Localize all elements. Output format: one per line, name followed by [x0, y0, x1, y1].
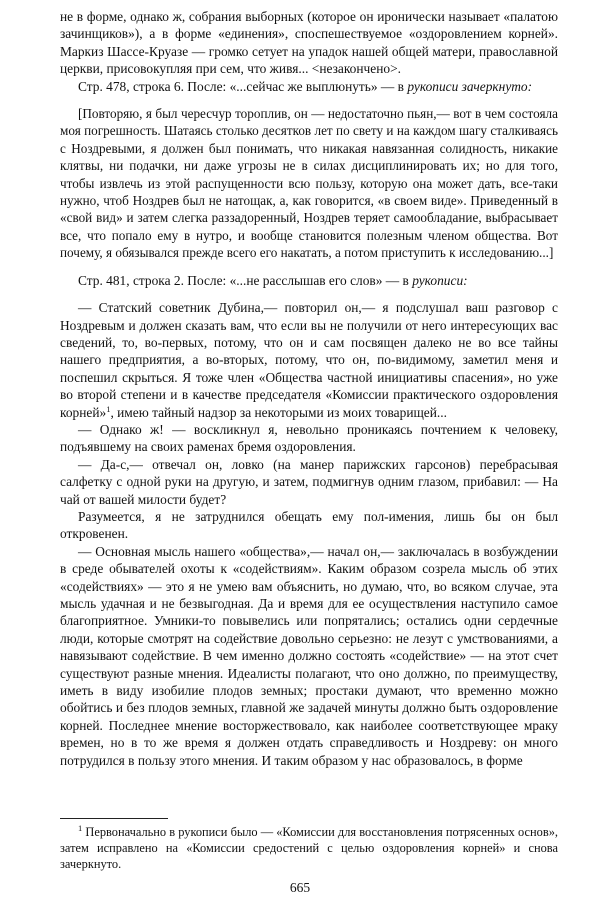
deleted-passage-block — [60, 105, 558, 262]
footnote-mark: 1 — [78, 823, 83, 833]
editorial-note-1: Стр. 478, строка 6. После: «...сейчас же выплюнуть» — в рукописи зачеркнуто: — [78, 78, 533, 94]
dialogue-paragraph: — Да-с,— отвечал он, ловко (на манер парижских гарсонов) перебрасывая салфетку с одной руки на другую, и затем, подмигнув одним глазом, прибавил: — На чай от вашей милости будет? — [60, 456, 558, 507]
main-text — [60, 8, 558, 769]
page-number: 665 — [289, 880, 311, 895]
footnote-divider — [60, 818, 168, 819]
unfinished-mark: <незакончено>. — [311, 61, 401, 77]
footnote-text: Первоначально в рукописи было — «Комиссии для восстановления потрясенных основ», затем исправлено на «Комиссии средостений с целью оздоровления корней» и снова зачеркнуто. — [60, 825, 558, 871]
paragraph-continuation: не в форме, однако ж, собрания выборных (которое он иронически называет «палатою зачинщиков»), а в форме «единения», споспешествуемое «оздоровлением корней». Маркиз Шассе-Круазе — громко сетует на упадок нашей общей матери, православной церкви, присовокупляя при сем, что живя... <незакончено>. — [60, 9, 558, 77]
editorial-note-2: Стр. 481, строка 2. После: «...не расслышав его слов» — в рукописи: — [78, 272, 468, 288]
dialogue-paragraph: — Однако ж! — воскликнул я, невольно проникаясь почтением к человеку, подъявшему на своих раменах бремя оздоровления. — [60, 421, 558, 455]
dialogue-paragraph: — Статский советник Дубина,— повторил он,— я подслушал ваш разговор с Ноздревым и должен сказать вам, что если вы не получили от него интересующих вас сведений, то, во-первых, потому, что он и сам посвящен далеко не во все тайны нашего предприятия, а во-вторых, потому, что он, по-видимому, заметил меня и поспешил скрыться. Я тоже член «Общества частной инициативы спасения», но уже во второй степени и в качестве председателя «Комиссии практического оздоровления корней»$^1$, имею тайный надзор за некоторыми из моих товарищей... — [60, 300, 558, 420]
dialogue-paragraph: — Основная мысль нашего «общества»,— начал он,— заключалась в возбуждении в среде обывателей охоты к «содействиям». Каким образом созрела мысль об этих «содействиях» — это я не умею вам объяснить, но думаю, что, во всяком случае, эта мысль удачная и не безвыгодная. Да и время для ее осуществления наступило самое благоприятное. Умники-то повывелись или попрятались; остались одни сердечные люди, которые смотрят на содействие довольно серьезно: не лезут с умствованиями, а навязывают содействие. В чем именно должно состоять «содействие» — на этот счет существуют разные мнения. Идеалисты полагают, что оно должно, по преимуществу, иметь в виду изобилие плодов земных; простаки думают, что временно можно обойтись и без плодов земных, главной же задачей минуты должно быть оздоровление корней. Последнее мнение восторжествовало, как наиболее соответствующее мраку времен, но в то же время я должен отдать справедливость и Ноздреву: он много потрудился в пользу этого мнения. И таким образом у нас образовалось, в форме — [60, 543, 558, 768]
footnote-ref: 1 — [106, 403, 111, 414]
deleted-passage: [Повторяю, я был чересчур тороплив, он — недостаточно пьян,— вот в чем состояла моя погрешность. Шатаясь столько десятков лет по свету и на каждом шагу сталкиваясь с Ноздревыми, я должен был понимать, что никакая навязанная солидность, никакие клятвы, ни подачки, ни даже угрозы не в силах дисциплинировать их; но для того, чтобы извлечь из этой распущенности всю пользу, которую она может дать, все-таки нужно, чтоб Ноздрев был не натощак, а, как говорится, «в своем виде». Приведенный в «свой вид» и затем слегка раззадоренный, Ноздрев теряет самообладание, выбрасывает все, что попало ему в нутро, и вообще становится полезным членом общества. Вот почему, я обязывался прежде всего его накатать, а потом приступить к исследованию...] — [60, 106, 558, 261]
body-paragraph: Разумеется, я не затруднился обещать ему пол-имения, лишь бы он был откровенен. — [60, 508, 558, 542]
footnote — [60, 824, 558, 872]
